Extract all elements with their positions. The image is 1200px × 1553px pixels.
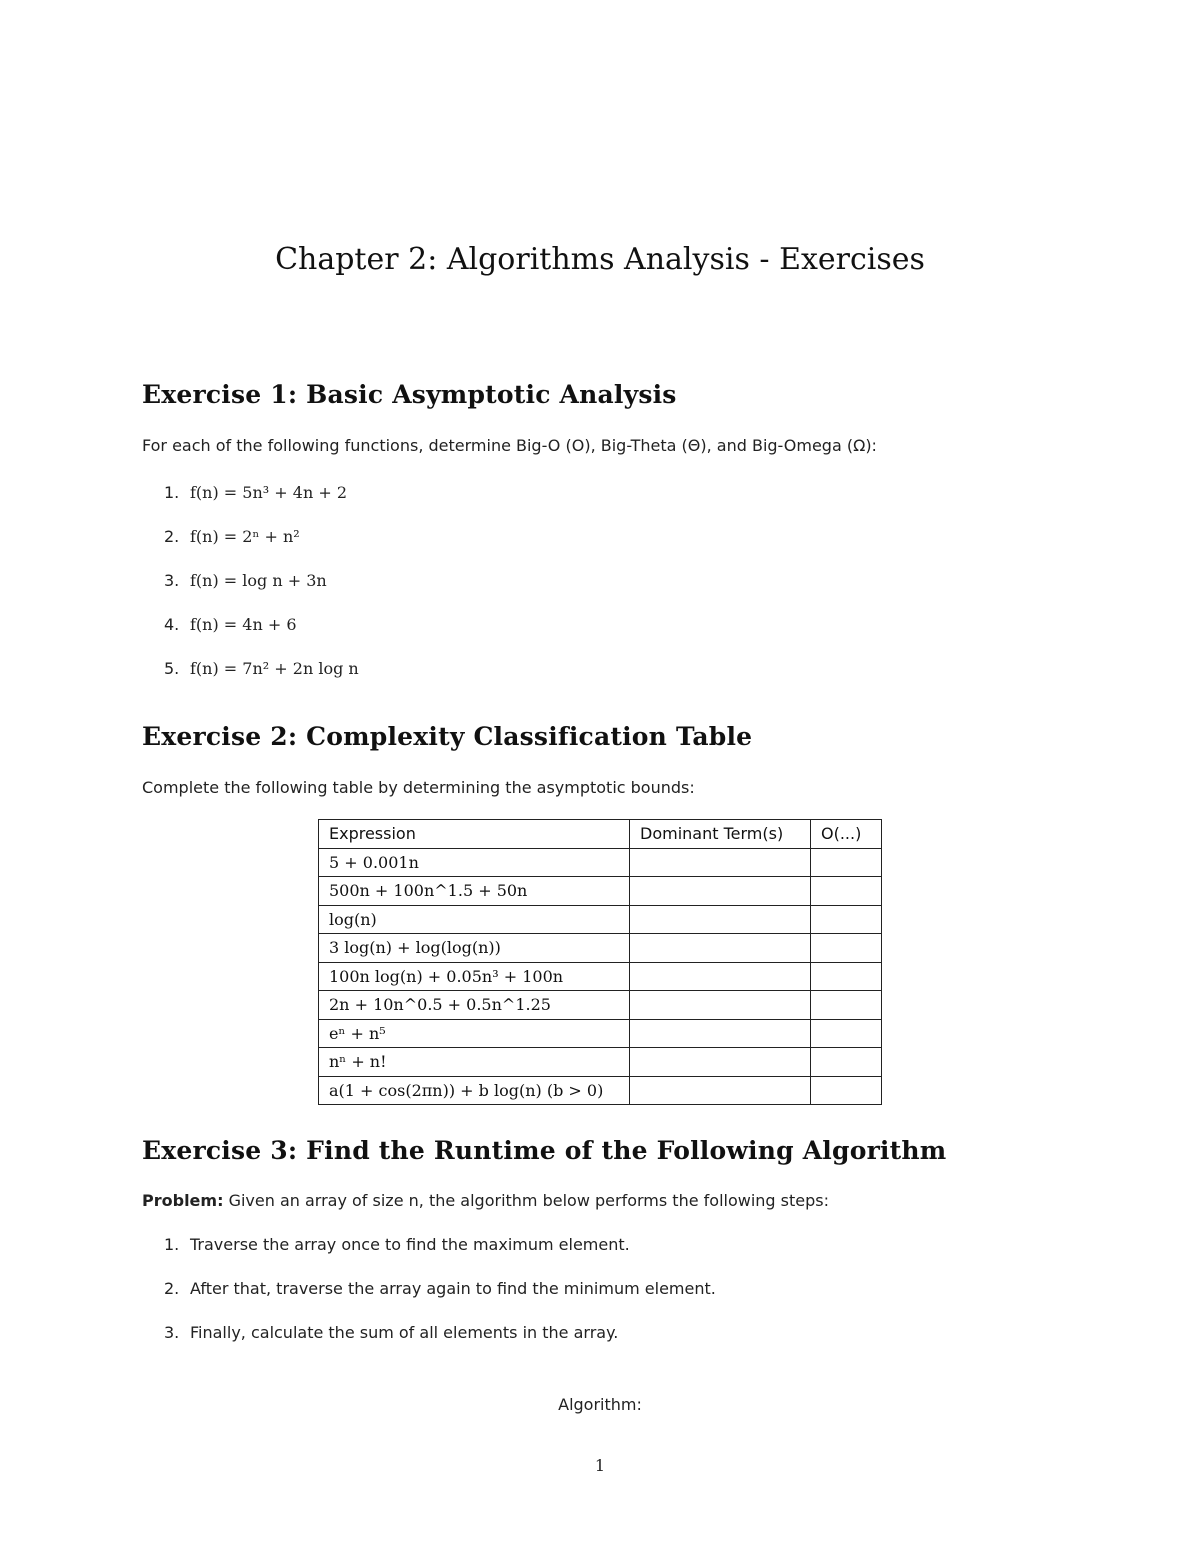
expression-cell: eⁿ + n⁵: [319, 1019, 630, 1048]
complexity-table: [318, 819, 882, 1105]
item-number: 2.: [164, 527, 180, 546]
dominant-term-cell[interactable]: [630, 962, 811, 991]
item-number: 3.: [164, 571, 180, 590]
dominant-term-cell[interactable]: [630, 877, 811, 906]
big-o-cell[interactable]: [811, 962, 882, 991]
big-o-cell[interactable]: [811, 1076, 882, 1105]
function-expression: f(n) = 2ⁿ + n²: [190, 527, 300, 546]
step-text: Traverse the array once to find the maximum element.: [190, 1235, 630, 1254]
dominant-term-cell[interactable]: [630, 1076, 811, 1105]
column-header-dominant-terms: Dominant Term(s): [630, 820, 811, 849]
exercise-1-heading: Exercise 1: Basic Asymptotic Analysis: [142, 380, 677, 409]
dominant-term-cell[interactable]: [630, 991, 811, 1020]
function-expression: f(n) = log n + 3n: [190, 571, 327, 590]
big-o-cell[interactable]: [811, 991, 882, 1020]
step-number: 1.: [164, 1235, 180, 1254]
page-number: 1: [594, 1456, 606, 1475]
big-o-cell[interactable]: [811, 848, 882, 877]
function-expression: f(n) = 4n + 6: [190, 615, 297, 634]
page-title: Chapter 2: Algorithms Analysis - Exercises: [275, 242, 925, 278]
exercise-3-step-3: [164, 1323, 618, 1342]
expression-cell: 500n + 100n^1.5 + 50n: [319, 877, 630, 906]
expression-cell: nⁿ + n!: [319, 1048, 630, 1077]
dominant-term-cell[interactable]: [630, 934, 811, 963]
expression-cell: 5 + 0.001n: [319, 848, 630, 877]
big-o-cell[interactable]: [811, 1048, 882, 1077]
item-number: 1.: [164, 483, 180, 502]
dominant-term-cell[interactable]: [630, 1019, 811, 1048]
table-row: [319, 905, 882, 934]
table-row: [319, 934, 882, 963]
expression-cell: 3 log(n) + log(log(n)): [319, 934, 630, 963]
exercise-2-intro: Complete the following table by determining the asymptotic bounds:: [142, 778, 695, 797]
table-row: [319, 962, 882, 991]
dominant-term-cell[interactable]: [630, 905, 811, 934]
table-row: [319, 848, 882, 877]
table-row: [319, 877, 882, 906]
column-header-big-o: O(...): [811, 820, 882, 849]
exercise-3-step-2: [164, 1279, 716, 1298]
step-text: After that, traverse the array again to find the minimum element.: [190, 1279, 716, 1298]
exercise-1-item-1: [164, 483, 347, 502]
exercise-1-item-3: [164, 571, 327, 590]
table-row: [319, 1076, 882, 1105]
step-text: Finally, calculate the sum of all elements in the array.: [190, 1323, 619, 1342]
exercise-3-problem: [142, 1191, 829, 1210]
exercise-1-item-2: [164, 527, 300, 546]
function-expression: f(n) = 5n³ + 4n + 2: [190, 483, 348, 502]
expression-cell: 100n log(n) + 0.05n³ + 100n: [319, 962, 630, 991]
step-number: 2.: [164, 1279, 180, 1298]
step-number: 3.: [164, 1323, 180, 1342]
function-expression: f(n) = 7n² + 2n log n: [190, 659, 359, 678]
problem-text: Given an array of size n, the algorithm below performs the following steps:: [228, 1191, 829, 1210]
item-number: 4.: [164, 615, 180, 634]
exercise-2-heading: Exercise 2: Complexity Classification Table: [142, 722, 753, 751]
table-row: [319, 991, 882, 1020]
table-header-row: [319, 820, 882, 849]
expression-cell: log(n): [319, 905, 630, 934]
algorithm-label: Algorithm:: [558, 1395, 642, 1414]
column-header-expression: Expression: [319, 820, 630, 849]
big-o-cell[interactable]: [811, 1019, 882, 1048]
item-number: 5.: [164, 659, 180, 678]
dominant-term-cell[interactable]: [630, 1048, 811, 1077]
exercise-1-item-5: [164, 659, 359, 678]
big-o-cell[interactable]: [811, 877, 882, 906]
problem-label: Problem:: [142, 1191, 224, 1210]
big-o-cell[interactable]: [811, 905, 882, 934]
big-o-cell[interactable]: [811, 934, 882, 963]
exercise-1-intro: For each of the following functions, determine Big-O (O), Big-Theta (Θ), and Big-Omega (Ω):: [142, 436, 877, 455]
expression-cell: a(1 + cos(2πn)) + b log(n) (b > 0): [319, 1076, 630, 1105]
table-row: [319, 1048, 882, 1077]
exercise-3-heading: Exercise 3: Find the Runtime of the Following Algorithm: [142, 1136, 947, 1165]
table-row: [319, 1019, 882, 1048]
exercise-1-item-4: [164, 615, 297, 634]
expression-cell: 2n + 10n^0.5 + 0.5n^1.25: [319, 991, 630, 1020]
exercise-3-step-1: [164, 1235, 630, 1254]
dominant-term-cell[interactable]: [630, 848, 811, 877]
